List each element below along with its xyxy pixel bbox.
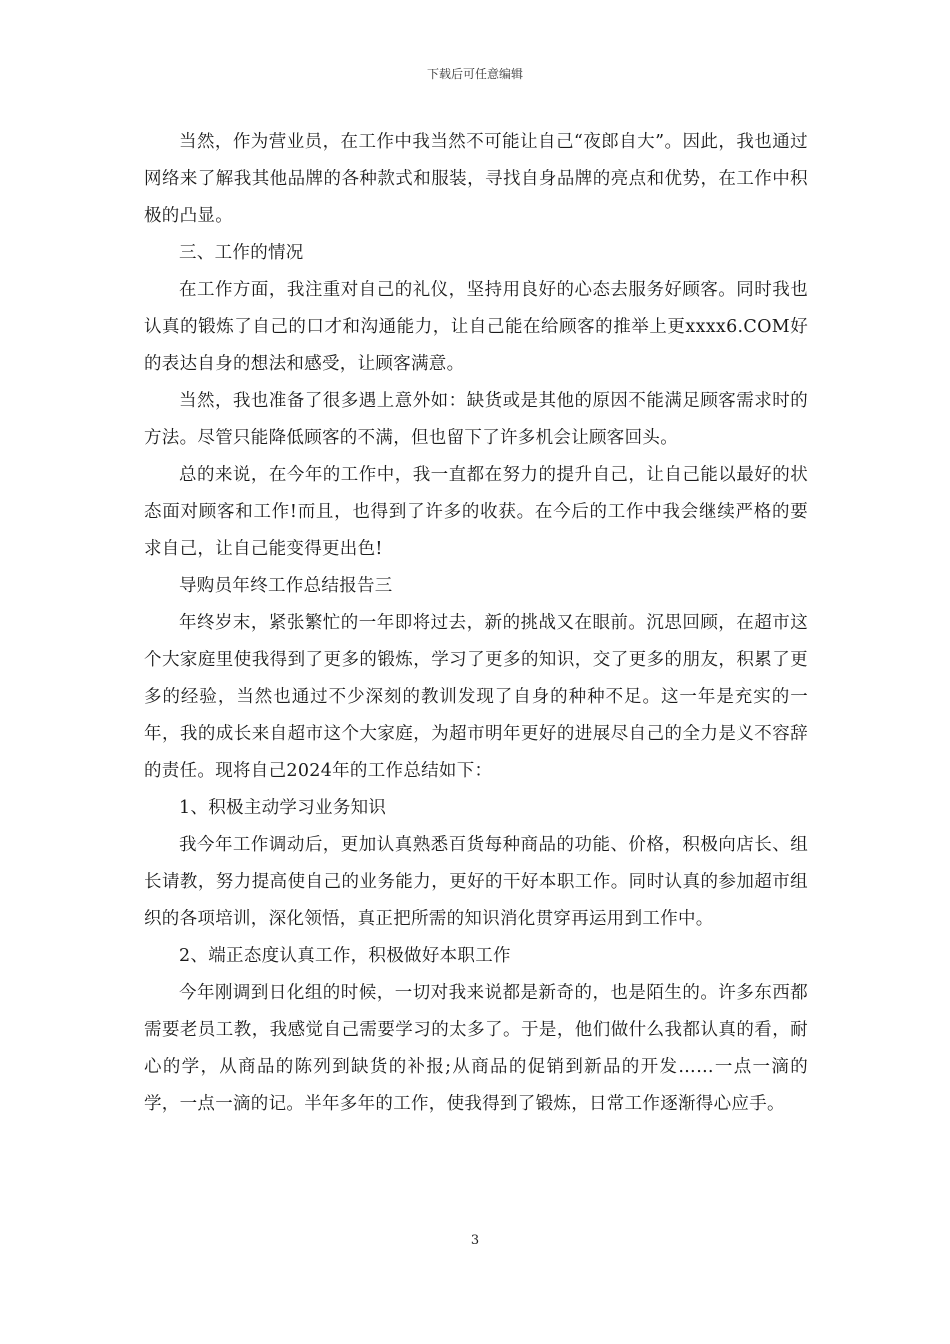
document-body <box>144 124 808 1123</box>
paragraph-contingency: 当然，我也准备了很多遇上意外如：缺货或是其他的原因不能满足顾客需求时的方法。尽管只能降低顾客的不满，但也留下了许多机会让顾客回头。 <box>144 391 808 448</box>
paragraph-etiquette: 在工作方面，我注重对自己的礼仪，坚持用良好的心态去服务好顾客。同时我也认真的锻炼了自己的口才和沟通能力，让自己能在给顾客的推举上更xxxx6.COM好的表达自身的想法和感受，让顾客满意。 <box>144 280 808 374</box>
report-title-three: 导购员年终工作总结报告三 <box>179 576 393 596</box>
page-number: 3 <box>470 1233 480 1248</box>
paragraph-year-end: 年终岁末，紧张繁忙的一年即将过去，新的挑战又在眼前。沉思回顾，在超市这个大家庭里使我得到了更多的锻炼，学习了更多的知识，交了更多的朋友，积累了更多的经验，当然也通过不少深刻的教训发现了自身的种种不足。这一年是充实的一年，我的成长来自超市这个大家庭，为超市明年更好的进展尽自己的全力是义不容辞的责任。现将自己2024年的工作总结如下： <box>144 613 808 781</box>
paragraph-summary: 总的来说，在今年的工作中，我一直都在努力的提升自己，让自己能以最好的状态面对顾客和工作!而且，也得到了许多的收获。在今后的工作中我会继续严格的要求自己，让自己能变得更出色! <box>144 465 808 559</box>
paragraph-daily-chemicals: 今年刚调到日化组的时候，一切对我来说都是新奇的，也是陌生的。许多东西都需要老员工教，我感觉自己需要学习的太多了。于是，他们做什么我都认真的看，耐心的学，从商品的陈列到缺货的补报;从商品的促销到新品的开发……一点一滴的学，一点一滴的记。半年多年的工作，使我得到了锻炼，日常工作逐渐得心应手。 <box>144 983 808 1114</box>
page-header: 下载后可任意编辑 <box>426 67 523 81</box>
paragraph-learning: 我今年工作调动后，更加认真熟悉百货每种商品的功能、价格，积极向店长、组长请教，努力提高使自己的业务能力，更好的干好本职工作。同时认真的参加超市组织的各项培训，深化领悟，真正把所需的知识消化贯穿再运用到工作中。 <box>144 835 808 929</box>
section-heading-learning: 1、积极主动学习业务知识 <box>179 798 387 818</box>
section-heading-work-situation: 三、工作的情况 <box>179 243 304 263</box>
section-heading-attitude: 2、端正态度认真工作，积极做好本职工作 <box>179 946 511 966</box>
paragraph-salesperson-attitude: 当然，作为营业员，在工作中我当然不可能让自己“夜郎自大”。因此，我也通过网络来了解我其他品牌的各种款式和服装，寻找自身品牌的亮点和优势，在工作中积极的凸显。 <box>144 132 808 226</box>
